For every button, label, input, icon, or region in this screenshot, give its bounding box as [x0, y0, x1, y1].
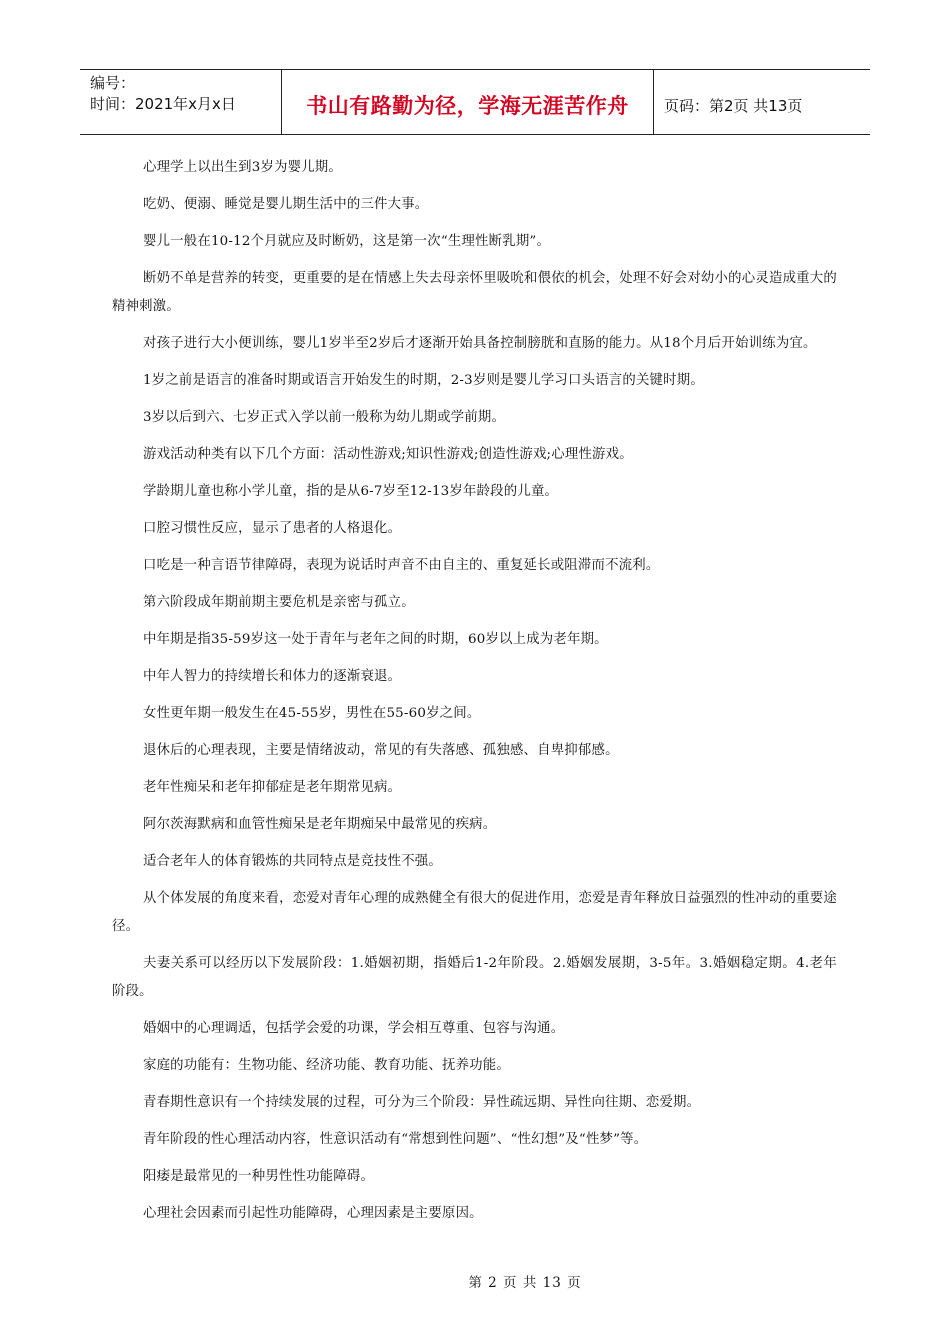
paragraph: 吃奶、便溺、睡觉是婴儿期生活中的三件大事。	[143, 197, 429, 212]
date-label: 时间：2021年x月x日	[90, 95, 236, 113]
paragraph: 从个体发展的角度来看，恋爱对青年心理的成熟健全有很大的促进作用，恋爱是青年释放日益强烈的性冲动的重要途径。	[112, 891, 837, 934]
paragraph: 婚姻中的心理调适，包括学会爱的功课，学会相互尊重、包容与沟通。	[143, 1021, 565, 1036]
paragraph: 断奶不单是营养的转变，更重要的是在情感上失去母亲怀里吸吮和偎依的机会，处理不好会对幼小的心灵造成重大的精神刺激。	[112, 271, 837, 314]
header-meta	[80, 70, 282, 134]
paragraph: 适合老年人的体育锻炼的共同特点是竞技性不强。	[143, 854, 442, 869]
paragraph: 心理学上以出生到3岁为婴儿期。	[143, 160, 342, 175]
paragraph: 中年人智力的持续增长和体力的逐渐衰退。	[143, 669, 402, 684]
header-motto: 书山有路勤为径，学海无涯苦作舟	[282, 70, 654, 134]
number-label: 编号：	[90, 74, 136, 92]
paragraph: 女性更年期一般发生在45-55岁，男性在55-60岁之间。	[143, 706, 481, 721]
header-page-info: 页码：第2页 共13页	[664, 96, 803, 115]
paragraph: 老年性痴呆和老年抑郁症是老年期常见病。	[143, 780, 402, 795]
page-header	[80, 69, 870, 135]
paragraph: 青春期性意识有一个持续发展的过程，可分为三个阶段：异性疏远期、异性向往期、恋爱期。	[143, 1095, 701, 1110]
paragraph: 青年阶段的性心理活动内容，性意识活动有“常想到性问题”、“性幻想”及“性梦”等。	[143, 1132, 648, 1147]
paragraph: 阿尔茨海默病和血管性痴呆是老年期痴呆中最常见的疾病。	[143, 817, 497, 832]
paragraph: 口吃是一种言语节律障碍，表现为说话时声音不由自主的、重复延长或阻滞而不流利。	[143, 558, 660, 573]
paragraph: 婴儿一般在10-12个月就应及时断奶，这是第一次“生理性断乳期”。	[143, 234, 551, 249]
paragraph: 对孩子进行大小便训练，婴儿1岁半至2岁后才逐渐开始具备控制膀胱和直肠的能力。从18个月后开始训练为宜。	[143, 336, 817, 351]
document-body	[112, 154, 837, 1237]
paragraph: 学龄期儿童也称小学儿童，指的是从6-7岁至12-13岁年龄段的儿童。	[143, 484, 559, 499]
paragraph: 3岁以后到六、七岁正式入学以前一般称为幼儿期或学前期。	[143, 410, 506, 425]
page-footer: 第 2 页 共 13 页	[468, 1275, 582, 1291]
paragraph: 阳痿是最常见的一种男性性功能障碍。	[143, 1169, 375, 1184]
paragraph: 心理社会因素而引起性功能障碍，心理因素是主要原因。	[143, 1206, 483, 1221]
paragraph: 退休后的心理表现，主要是情绪波动，常见的有失落感、孤独感、自卑抑郁感。	[143, 743, 619, 758]
paragraph: 家庭的功能有：生物功能、经济功能、教育功能、抚养功能。	[143, 1058, 510, 1073]
paragraph: 游戏活动种类有以下几个方面：活动性游戏;知识性游戏;创造性游戏;心理性游戏。	[143, 447, 633, 462]
paragraph: 第六阶段成年期前期主要危机是亲密与孤立。	[143, 595, 415, 610]
paragraph: 夫妻关系可以经历以下发展阶段：1.婚姻初期，指婚后1-2年阶段。2.婚姻发展期，3-5年。3.婚姻稳定期。4.老年阶段。	[112, 956, 837, 999]
paragraph: 中年期是指35-59岁这一处于青年与老年之间的时期，60岁以上成为老年期。	[143, 632, 608, 647]
paragraph: 口腔习惯性反应，显示了患者的人格退化。	[143, 521, 402, 536]
paragraph: 1岁之前是语言的准备时期或语言开始发生的时期，2-3岁则是婴儿学习口头语言的关键时期。	[143, 373, 704, 388]
